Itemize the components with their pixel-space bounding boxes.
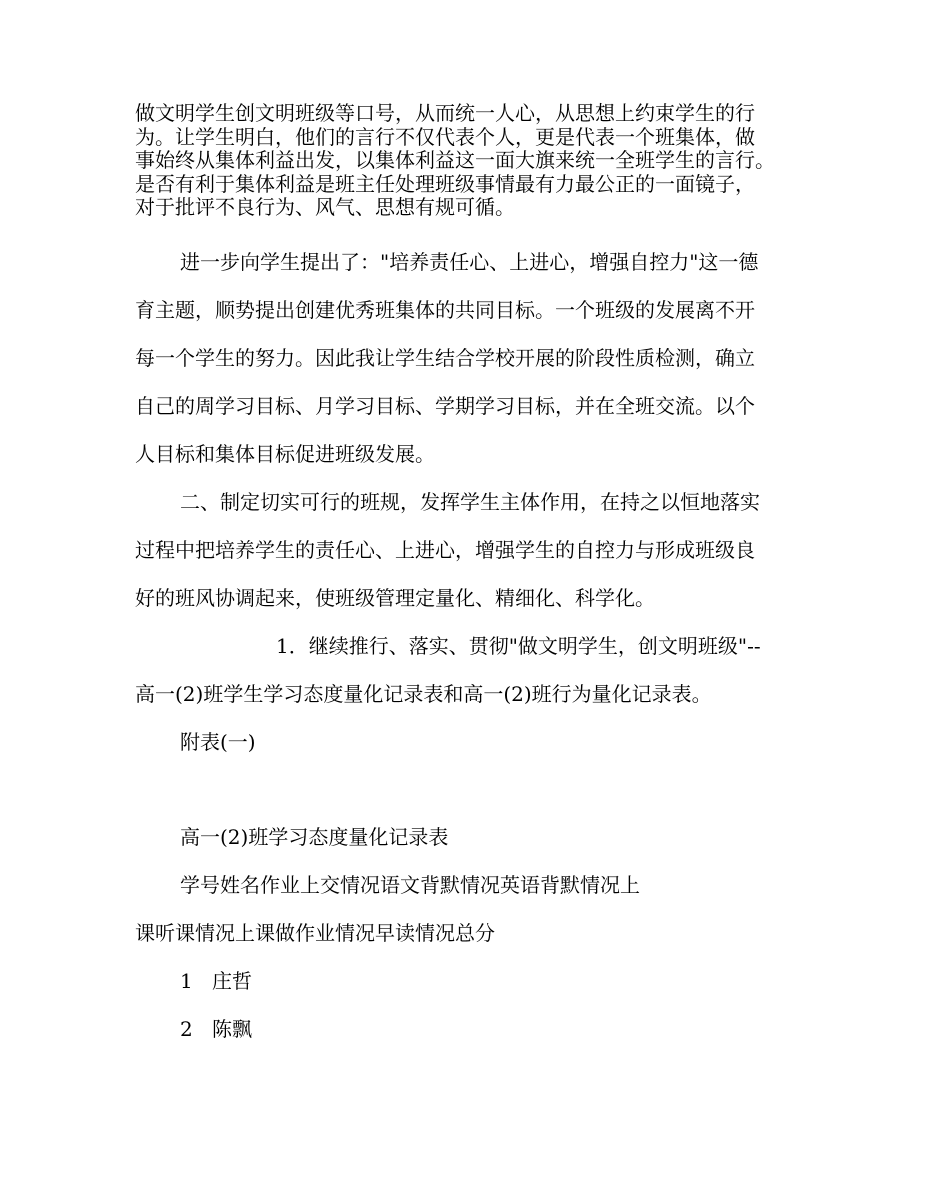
text-line: 好的班风协调起来，使班级管理定量化、精细化、科学化。 [135, 586, 655, 610]
row-number: 1 [180, 969, 193, 993]
text-line: 做文明学生创文明班级等口号，从而统一人心，从思想上约束学生的行 [135, 101, 755, 125]
text-line: 为。让学生明白，他们的言行不仅代表个人，更是代表一个班集体，做 [135, 124, 755, 149]
table-header: 课听课情况上课做作业情况早读情况总分 [135, 921, 495, 945]
text-line: 对于批评不良行为、风气、思想有规可循。 [135, 195, 515, 219]
table-title: 高一(2)班学习态度量化记录表 [180, 825, 449, 849]
text-line: 过程中把培养学生的责任心、上进心，增强学生的自控力与形成班级良 [135, 538, 755, 562]
text-line: 是否有利于集体利益是班主任处理班级事情最有力最公正的一面镜子， [135, 171, 755, 196]
text-line: 人目标和集体目标促进班级发展。 [135, 442, 435, 466]
text-line: 事始终从集体利益出发，以集体利益这一面大旗来统一全班学生的言行。 [135, 148, 775, 172]
text-line: 自己的周学习目标、月学习目标、学期学习目标，并在全班交流。以个 [135, 394, 755, 418]
text-line: 育主题，顺势提出创建优秀班集体的共同目标。一个班级的发展离不开 [135, 298, 755, 322]
table-row [180, 1015, 252, 1043]
row-name: 陈飘 [212, 1017, 252, 1041]
intro-paragraph [135, 102, 835, 220]
list-item-heading: 1．继续推行、落实、贯彻"做文明学生，创文明班级"-- [276, 634, 761, 658]
appendix-label: 附表(一) [180, 730, 256, 754]
text-line: 每一个学生的努力。因此我让学生结合学校开展的阶段性质检测，确立 [135, 346, 755, 370]
row-name: 庄哲 [212, 969, 252, 993]
table-header: 学号姓名作业上交情况语文背默情况英语背默情况上 [180, 873, 640, 897]
text-line: 进一步向学生提出了："培养责任心、上进心，增强自控力"这一德 [180, 250, 759, 274]
text-line: 高一(2)班学生学习态度量化记录表和高一(2)班行为量化记录表。 [135, 682, 712, 706]
row-number: 2 [180, 1017, 193, 1041]
text-line: 二、制定切实可行的班规，发挥学生主体作用，在持之以恒地落实 [180, 490, 760, 514]
table-row [180, 967, 252, 995]
